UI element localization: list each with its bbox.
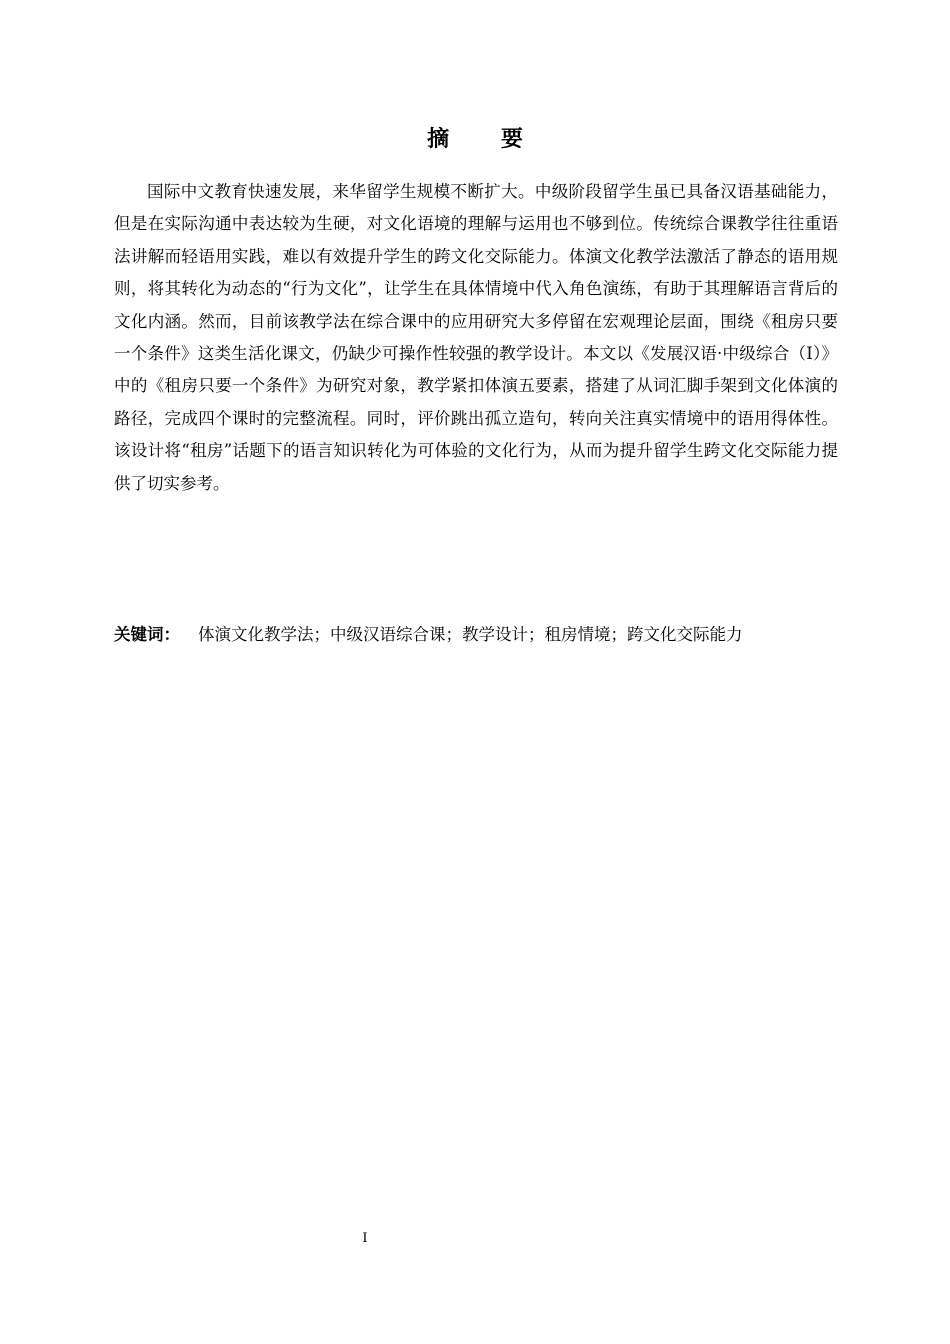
abstract-body: 国际中文教育快速发展，来华留学生规模不断扩大。中级阶段留学生虽已具备汉语基础能力，但是在实际沟通中表达较为生硬，对文化语境的理解与运用也不够到位。传统综合课教学往往重语法讲解而轻语用实践，难以有效提升学生的跨文化交际能力。体演文化教学法激活了静态的语用规则，将其转化为动态的“行为文化”，让学生在具体情境中代入角色演练，有助于其理解语言背后的文化内涵。然而，目前该教学法在综合课中的应用研究大多停留在宏观理论层面，围绕《租房只要一个条件》这类生活化课文，仍缺少可操作性较强的教学设计。本文以《发展汉语·中级综合（Ⅰ）》中的《租房只要一个条件》为研究对象，教学紧扣体演五要素，搭建了从词汇脚手架到文化体演的路径，完成四个课时的完整流程。同时，评价跳出孤立造句，转向关注真实情境中的语用得体性。该设计将“租房”话题下的语言知识转化为可体验的文化行为，从而为提升留学生跨文化交际能力提供了切实参考。: [114, 182, 838, 493]
keywords-label: 关键词：: [114, 625, 180, 644]
abstract-heading: 摘 要: [427, 127, 545, 152]
page-number: I: [362, 1231, 368, 1246]
keywords-line: [114, 620, 854, 650]
keywords-text: 体演文化教学法；中级汉语综合课；教学设计；租房情境；跨文化交际能力: [198, 625, 743, 644]
